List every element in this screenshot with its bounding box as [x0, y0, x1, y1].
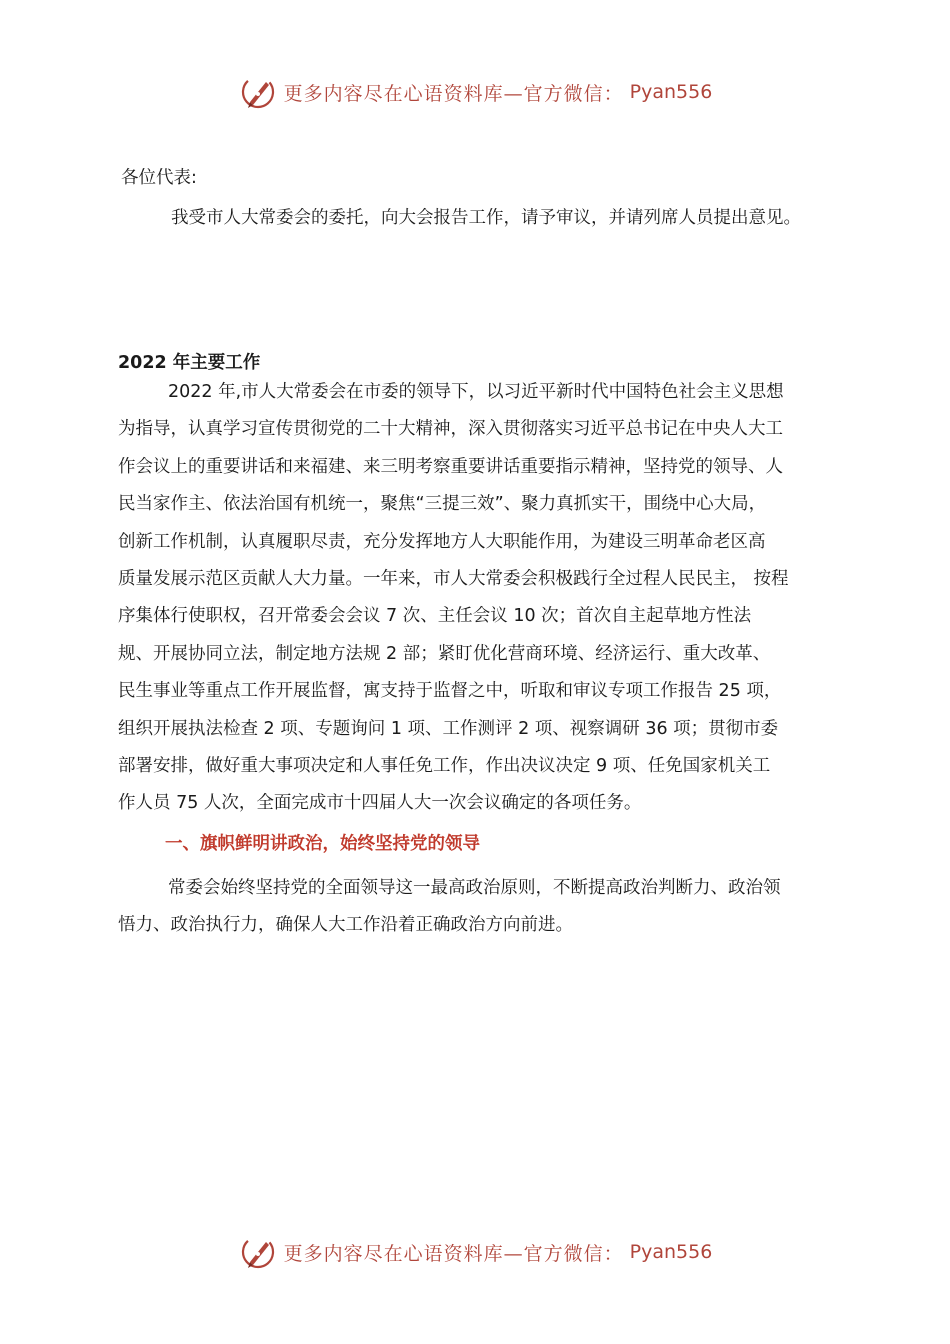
- pen-logo-icon: [238, 1232, 278, 1272]
- paragraph-line: 规、开展协同立法，制定地方法规 2 部；紧盯优化营商环境、经济运行、重大改革、: [118, 643, 771, 664]
- paragraph-line: 作会议上的重要讲话和来福建、来三明考察重要讲话重要指示精神，坚持党的领导、人: [118, 456, 783, 477]
- paragraph-line: 组织开展执法检查 2 项、专题询问 1 项、工作测评 2 项、视察调研 36 项；贯彻市委: [118, 718, 779, 739]
- paragraph-line: 民生事业等重点工作开展监督，寓支持于监督之中，听取和审议专项工作报告 25 项，: [118, 681, 782, 702]
- section-title: 2022 年主要工作: [118, 353, 261, 373]
- paragraph-line: 创新工作机制，认真履职尽责，充分发挥地方人大职能作用，为建设三明革命老区高: [118, 531, 766, 552]
- banner-text: 更多内容尽在心语资料库—官方微信：: [283, 1242, 624, 1265]
- paragraph-line: 民当家作主、依法治国有机统一，聚焦“三提三效”、聚力真抓实干，围绕中心大局，: [118, 494, 767, 515]
- paragraph-line: 质量发展示范区贡献人大力量。一年来，市人大常委会积极践行全过程人民民主， 按程: [118, 569, 789, 590]
- paragraph-line: 序集体行使职权，召开常委会会议 7 次、主任会议 10 次；首次自主起草地方性法: [118, 606, 752, 627]
- footer-watermark-banner: [0, 1230, 950, 1274]
- header-watermark-banner: [0, 70, 950, 114]
- subsection-heading: 一、旗帜鲜明讲政治，始终坚持党的领导: [165, 834, 480, 854]
- paragraph-line: 2022 年,市人大常委会在市委的领导下，以习近平新时代中国特色社会主义思想: [168, 382, 784, 402]
- banner-wechat-id: Pyan556: [629, 1241, 713, 1263]
- paragraph-line: 为指导，认真学习宣传贯彻党的二十大精神，深入贯彻落实习近平总书记在中央人大工: [118, 419, 783, 440]
- pen-logo-icon: [238, 72, 278, 112]
- paragraph-line: 常委会始终坚持党的全面领导这一最高政治原则，不断提高政治判断力、政治领: [168, 878, 781, 898]
- subsection-paragraph: [118, 870, 843, 944]
- paragraph-line: 作人员 75 人次，全面完成市十四届人大一次会议确定的各项任务。: [118, 793, 642, 814]
- greeting: 各位代表:: [121, 168, 197, 188]
- main-work-paragraph: [118, 374, 843, 823]
- banner-wechat-id: Pyan556: [629, 81, 713, 103]
- paragraph-line: 部署安排，做好重大事项决定和人事任免工作，作出决议决定 9 项、任免国家机关工: [118, 756, 771, 777]
- banner-text: 更多内容尽在心语资料库—官方微信：: [283, 82, 624, 105]
- intro-paragraph: 我受市人大常委会的委托，向大会报告工作，请予审议，并请列席人员提出意见。: [171, 208, 801, 228]
- paragraph-line: 悟力、政治执行力，确保人大工作沿着正确政治方向前进。: [118, 915, 573, 935]
